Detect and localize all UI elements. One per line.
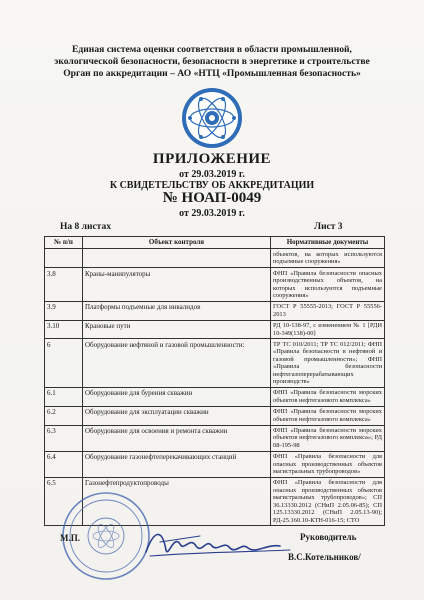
document-subtitle: К СВИДЕТЕЛЬСТВУ ОБ АККРЕДИТАЦИИ: [109, 180, 315, 191]
table-row: [45, 339, 385, 387]
certificate-number: № НОАП-0049: [162, 190, 262, 206]
row-docs: РД 10-138-97, с изменением № 1 [РДИ 10-349(138)-00]: [271, 320, 385, 339]
table-row: [45, 425, 385, 451]
certificate-date: от 29.03.2019 г.: [179, 208, 245, 219]
row-object: Оборудование для освоения и ремонта скважин: [83, 425, 271, 451]
signatory-role: Руководитель: [300, 532, 357, 542]
seal-placeholder-label: М.П.: [60, 533, 80, 543]
table-row: [45, 249, 385, 268]
row-number: 3.9: [45, 301, 83, 320]
row-docs: ФНП «Правила безопасности морских объектов нефтегазового комплекса»: [271, 406, 385, 425]
row-object: Оборудование нефтяной и газовой промышленности:: [83, 339, 271, 387]
row-docs: ФНП «Правила безопасности для опасных производственных объектов магистральных трубопроводов»; СП 36.13330.2012 (СНиП 2.05.06-85); СП 125.13330.2012 (СНиП 2.05.13-90); РД-25.160.10-КТН-016-15; СТО: [271, 477, 385, 525]
scope-table: [44, 236, 385, 526]
row-object: Платформы подъемные для инвалидов: [83, 301, 271, 320]
issuer-header: [40, 44, 384, 80]
row-number: 6.2: [45, 406, 83, 425]
row-docs: объектов, на которых используются подъемные сооружения»: [271, 249, 385, 268]
row-docs: ТР ТС 010/2011; ТР ТС 012/2011; ФНП «Правила безопасности в нефтяной и газовой промышленности»; ФНП «Правила безопасности нефтегазоперерабатывающих производств»: [271, 339, 385, 387]
row-number: 6: [45, 339, 83, 387]
row-number: 3.10: [45, 320, 83, 339]
row-docs: ФНП «Правила безопасности для опасных производственных объектов магистральных трубопроводов»: [271, 451, 385, 477]
row-number: 6.3: [45, 425, 83, 451]
row-number: 6.4: [45, 451, 83, 477]
row-number: 6.5: [45, 477, 83, 525]
row-object: Газонефтепродуктопроводы: [83, 477, 271, 525]
row-docs: ФНП «Правила безопасности морских объектов нефтегазового комплекса»; РД 08-195-98: [271, 425, 385, 451]
col-header-object: Объект контроля: [83, 237, 271, 249]
sheet-number: Лист 3: [314, 222, 343, 232]
row-object: Оборудование газонефтеперекачивающих станций: [83, 451, 271, 477]
header-line-1: Единая система оценки соответствия в области промышленной,: [72, 44, 352, 55]
row-object: Оборудование для эксплуатации скважин: [83, 406, 271, 425]
col-header-docs: Нормативные документы: [271, 237, 385, 249]
row-number: 6.1: [45, 387, 83, 406]
row-number: [45, 249, 83, 268]
row-object: Крановые пути: [83, 320, 271, 339]
header-line-3: Орган по аккредитации – АО «НТЦ «Промышленная безопасность»: [63, 68, 361, 79]
row-docs: ФНП «Правила безопасности опасных производственных объектов, на которых используются подъемные сооружения»: [271, 268, 385, 302]
sheets-total: На 8 листах: [60, 222, 111, 232]
header-line-2: экологической безопасности, безопасности в энергетике и строительстве: [54, 56, 370, 67]
document-title: ПРИЛОЖЕНИЕ: [152, 151, 272, 167]
table-row: [45, 451, 385, 477]
row-number: 3.8: [45, 268, 83, 302]
table-row: [45, 320, 385, 339]
row-docs: ФНП «Правила безопасности морских объектов нефтегазового комплекса»: [271, 387, 385, 406]
handwritten-signature-icon: [140, 522, 300, 562]
table-row: [45, 301, 385, 320]
table-row: [45, 406, 385, 425]
table-row: [45, 268, 385, 302]
row-object: Краны-манипуляторы: [83, 268, 271, 302]
certification-emblem-icon: [180, 86, 244, 150]
appendix-date: от 29.03.2019 г.: [179, 169, 245, 180]
row-object: Оборудование для бурения скважин: [83, 387, 271, 406]
table-header-row: [45, 237, 385, 249]
row-docs: ГОСТ Р 55555-2013; ГОСТ Р 55556-2013: [271, 301, 385, 320]
row-object: [83, 249, 271, 268]
col-header-number: № п/п: [45, 237, 83, 249]
signatory-name: В.С.Котельников/: [288, 552, 361, 562]
table-row: [45, 387, 385, 406]
